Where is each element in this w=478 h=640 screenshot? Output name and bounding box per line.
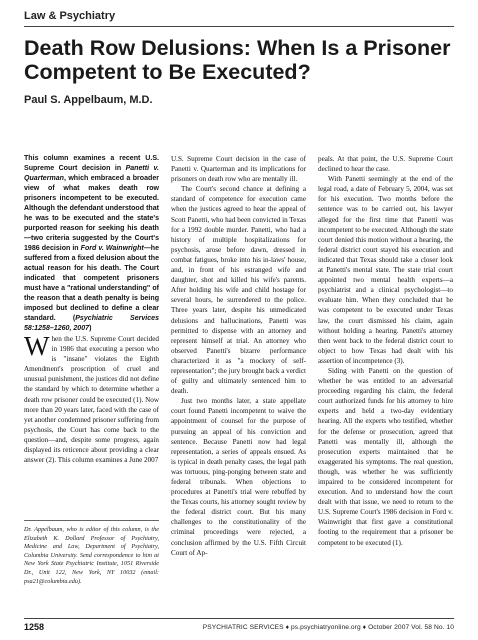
abstract: This column examines a recent U.S. Supreme Court decision in Panetti v. Quarterman, which embraced a broader view of what makes death row prisoners incompetent to be executed. Although the defendant understood that he was to be executed and the state's purported reason for seeking his death—two criteria suggested by the Court's 1986 decision in Ford v. Wainwright—he suffered from a fixed delusion about the actual reason for his death. The Court indicated that competent prisoners must have a "rational understanding" of the reason that a death penalty is being imposed but declined to define a clear standard. (Psychiatric Services 58:1258–1260, 2007) (24, 155, 160, 332)
journal-footer: PSYCHIATRIC SERVICES ♦ ps.psychiatryonline.org ♦ October 2007 Vol. 58 No. 10 (202, 624, 454, 631)
column-1 (24, 154, 159, 465)
body-paragraph: With Panetti seemingly at the end of the legal road, a date of February 5, 2004, was set for his execution. Two months before the sentence was to be carried out, his lawyer alleged for the first time that Panetti was incompetent to be executed. Although the state court denied this motion without a hearing, the federal district court stayed his execution and indicated that Texas should take a closer look at Panetti's mental state. The state trial court appointed two mental health experts—a psychiatrist and a clinical psychologist—to evaluate him. When they concluded that he was competent to be executed under Texas law, the court dismissed his claim, again without holding a hearing. Panetti's attorney then went back to the federal district court to object to how Texas had dealt with his assertion of incompetence (3). (318, 175, 453, 365)
body-paragraph: peals. At that point, the U.S. Supreme Court declined to hear the case. (318, 155, 453, 174)
body-paragraph: Just two months later, a state appellate court found Panetti incompetent to waive the appointment of counsel for the purpose of pursuing an appeal of his conviction and sentence. Because Panetti now had legal representation, a series of appeals ensued. As is typical in death penalty cases, the legal path was tortuous, ping-ponging between state and federal tribunals. When objections to procedures at Panetti's trial were rebuffed by the Texas courts, his attorney sought review by the federal district court. But his many challenges to the constitutionality of the criminal proceedings were rejected, a conclusion affirmed by the U.S. Fifth Circuit Court of Ap- (171, 397, 306, 557)
article-title: Death Row Delusions: When Is a Prisoner Competent to Be Executed? (24, 36, 451, 84)
case-name: Panetti v. Quarterman (24, 165, 159, 182)
body-paragraph: Siding with Panetti on the question of whether he was entitled to an adversarial proceeding regarding his claim, the federal court authorized funds for his attorney to hire experts and held a two-day evidentiary hearing. All the experts who testified, whether for the defense or prosecution, agreed that Panetti was mentally ill, although the prosecution experts maintained that he exaggerated his symptoms. The real question, though, was whether he was sufficiently impaired to be considered incompetent for execution. And to understand how the court dealt with that issue, we need to return to the U.S. Supreme Court's 1986 decision in Ford v. Wainwright that first gave a constitutional footing to the requirement that a prisoner be competent to be executed (1). (318, 366, 453, 547)
body-paragraph: The Court's second chance at defining a standard of competence for execution came when the justices agreed to hear the appeal of Scott Panetti, who had been convicted in Texas for a 1992 double murder. Panetti, who had a history of multiple hospitalizations for psychosis, arose before dawn, dressed in combat fatigues, broke into his in-laws' house, and, in front of his estranged wife and daughter, shot and killed his wife's parents. After holding his wife and child hostage for several hours, he surrendered to the police. Three years later, despite his unmedicated delusions and hallucinations, Panetti was permitted to dispense with an attorney and represent himself at trial. An attorney who observed Panetti's bizarre performance characterized it as "a mockery of self-representation"; the jury brought back a verdict of guilty and ultimately sentenced him to death. (171, 185, 306, 396)
top-rule (24, 26, 454, 27)
body-paragraph: U.S. Supreme Court decision in the case of Panetti v. Quarterman and its implications for prisoners on death row who are mentally ill. (171, 155, 306, 184)
footnote-rule (24, 520, 159, 521)
column-3 (318, 154, 453, 548)
drop-cap: W (24, 331, 50, 361)
column-2 (171, 154, 306, 558)
bottom-rule (24, 618, 454, 619)
citation: Psychiatric Services 58:1258–1260, 2007 (24, 315, 159, 332)
section-label: Law & Psychiatry (24, 10, 116, 22)
body-paragraph: When the U.S. Supreme Court decided in 1986 that executing a person who is "insane" violates the Eighth Amendment's proscription of cruel and unusual punishment, the justices did not define the standard by which to determine whether a death row prisoner could be executed (1). Now more than 20 years later, faced with the case of yet another condemned prisoner suffering from psychosis, the Court has come back to the question—and, despite some progress, again displayed its reticence about providing a clear answer (2). This column examines a June 2007 (24, 331, 159, 465)
author-byline: Paul S. Appelbaum, M.D. (24, 94, 153, 106)
page-number: 1258 (24, 622, 45, 632)
author-footnote: Dr. Appelbaum, who is editor of this column, is the Elizabeth K. Dollard Professor of Psychiatry, Medicine and Law, Department of Psychiatry, Columbia University. Send correspondence to him at New York State Psychiatric Institute, 1051 Riverside Dr., Unit 122, New York, NY 10032 (email: psa21@columbia.edu). (24, 526, 159, 585)
case-name: Ford v. Wainwright (80, 245, 144, 252)
